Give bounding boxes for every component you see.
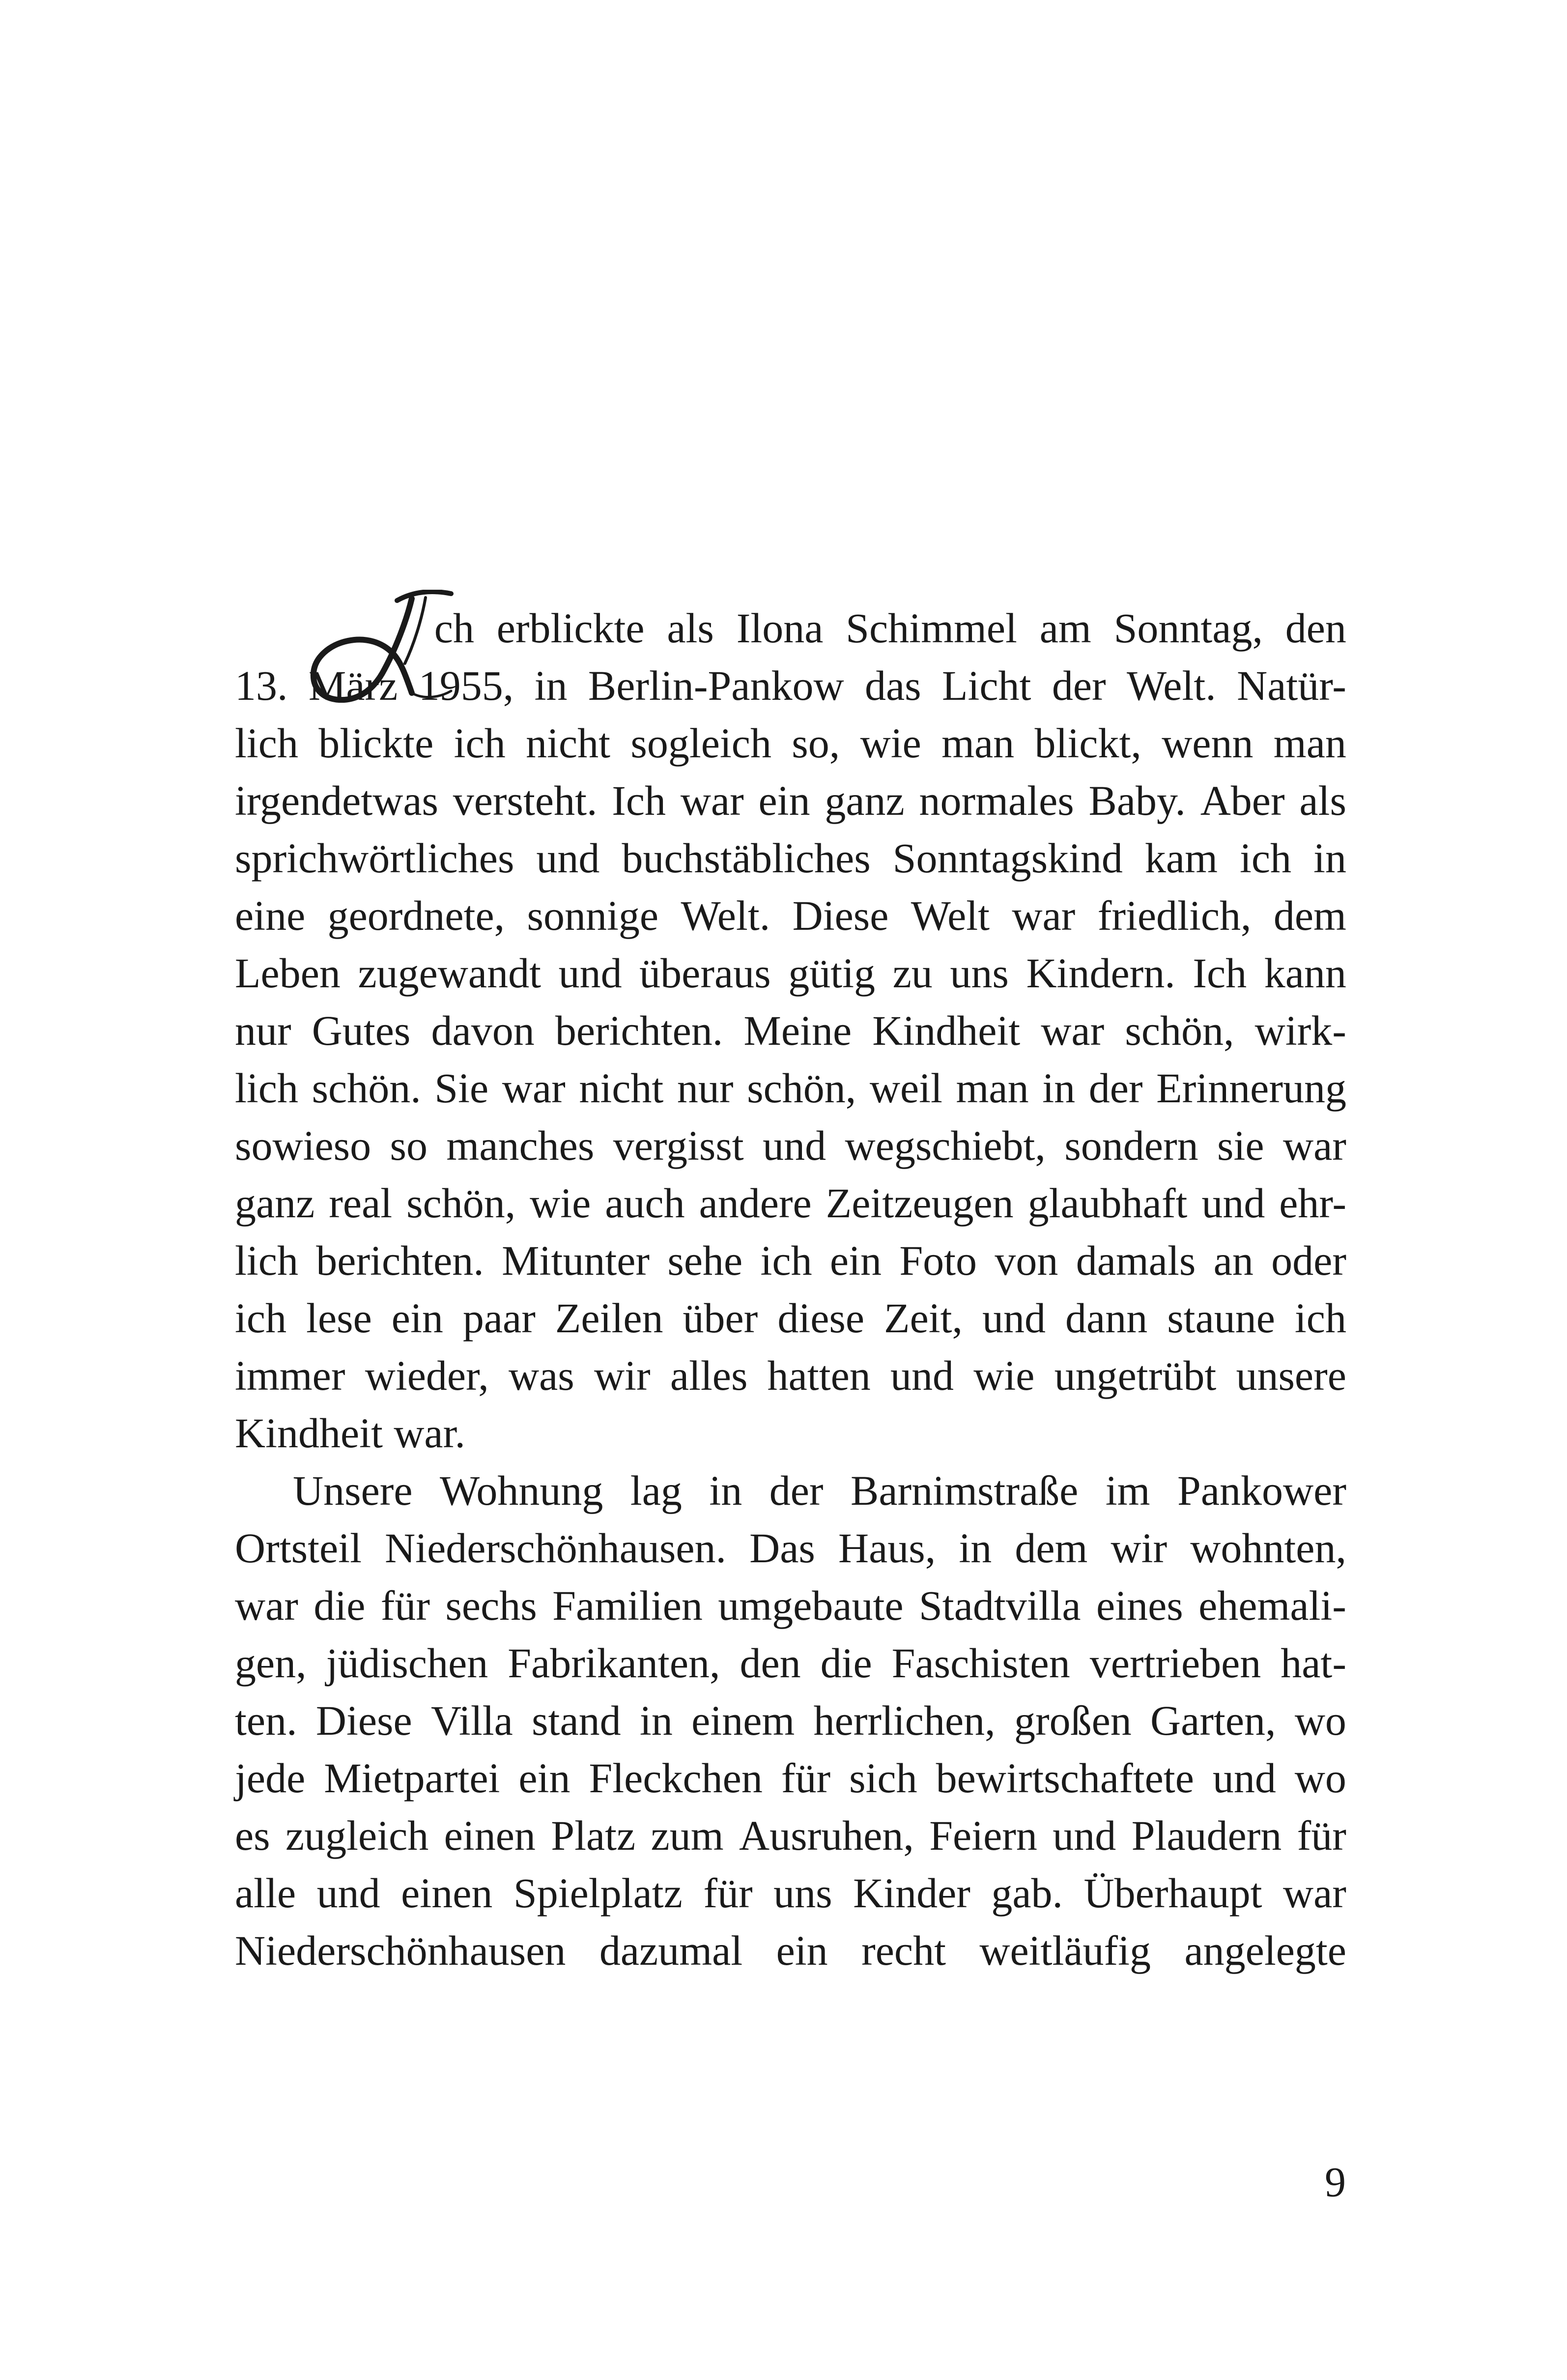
word: ungetrübt <box>1054 1352 1217 1399</box>
word: vergisst <box>613 1122 744 1169</box>
word: großen <box>1014 1697 1132 1744</box>
word: so, <box>792 719 840 767</box>
text-line <box>235 1347 1346 1405</box>
word: lich <box>235 1064 298 1112</box>
word: den <box>1285 604 1346 652</box>
word: erblickte <box>496 604 645 652</box>
word: normales <box>919 777 1074 824</box>
word: zu <box>892 949 933 997</box>
text-line <box>235 945 1346 1002</box>
word: Unsere <box>293 1467 413 1514</box>
word: 1955, <box>418 662 514 709</box>
word: Ich <box>612 777 666 824</box>
word: oder <box>1271 1237 1346 1284</box>
text-line <box>235 1520 1346 1577</box>
word: einen <box>401 1869 493 1917</box>
text-line <box>235 1117 1346 1175</box>
word: sich <box>849 1754 917 1802</box>
word: geordnete, <box>327 892 505 939</box>
word: Ortsteil <box>235 1524 362 1572</box>
word: am <box>1039 604 1091 652</box>
text-line <box>235 772 1346 830</box>
word: andere <box>699 1179 812 1227</box>
text-line <box>235 830 1346 887</box>
word: Sie <box>434 1064 489 1112</box>
word: die <box>313 1582 366 1629</box>
word: berichten. <box>316 1237 484 1284</box>
word: in <box>1313 834 1346 882</box>
word: war <box>1041 1007 1105 1054</box>
word: dem <box>1273 892 1346 939</box>
word: ein <box>776 1927 828 1974</box>
page-number: 9 <box>1325 2158 1346 2206</box>
word: sondern <box>1064 1122 1198 1169</box>
word: ehemali- <box>1198 1582 1346 1629</box>
word: Fleckchen <box>589 1754 763 1802</box>
word: Überhaupt <box>1083 1869 1262 1917</box>
word: wie <box>973 1352 1035 1399</box>
word: eines <box>1096 1582 1183 1629</box>
word: von <box>995 1237 1058 1284</box>
text-line <box>235 887 1346 945</box>
word: Faschisten <box>891 1639 1070 1687</box>
word: den <box>740 1639 801 1687</box>
word: berichten. <box>555 1007 723 1054</box>
text-line <box>235 1922 1346 1979</box>
word: uns <box>950 949 1009 997</box>
word: glaubhaft <box>1027 1179 1188 1227</box>
word: wo <box>1294 1754 1346 1802</box>
word: sonnige <box>527 892 659 939</box>
word: Kinder <box>853 1869 970 1917</box>
word: Schimmel <box>846 604 1017 652</box>
word: war <box>1283 1122 1346 1169</box>
word: es <box>235 1812 270 1859</box>
word: ein <box>391 1294 443 1342</box>
word: wir <box>1111 1524 1168 1572</box>
word: Diese <box>792 892 889 939</box>
word: war. <box>394 1409 465 1457</box>
word: das <box>864 662 921 709</box>
word: jüdischen <box>326 1639 488 1687</box>
word: angelegte <box>1184 1927 1346 1974</box>
word: und <box>558 949 622 997</box>
word: war <box>680 777 744 824</box>
text-line <box>235 1232 1346 1290</box>
word: Welt. <box>681 892 770 939</box>
drop-cap-ornament <box>309 590 471 703</box>
word: war <box>1012 892 1076 939</box>
word: ganz <box>235 1179 315 1227</box>
word: kann <box>1264 949 1346 997</box>
word: buchstäbliches <box>622 834 871 882</box>
word: ich <box>235 1294 287 1342</box>
word: ich <box>760 1237 812 1284</box>
word: Welt. <box>1127 662 1216 709</box>
word: wie <box>530 1179 591 1227</box>
word: weil <box>869 1064 942 1112</box>
word: vertrieben <box>1089 1639 1261 1687</box>
word: März <box>308 662 398 709</box>
word: ehr- <box>1279 1179 1346 1227</box>
word: nicht <box>579 1064 664 1112</box>
word: lich <box>235 1237 298 1284</box>
word: ganz <box>825 777 905 824</box>
word: Fabrikanten, <box>508 1639 720 1687</box>
word: der <box>1088 1064 1143 1112</box>
word: ten. <box>235 1697 297 1744</box>
word: sprichwörtliches <box>235 834 514 882</box>
word: wegschiebt, <box>845 1122 1046 1169</box>
word: Ich <box>1193 949 1247 997</box>
word: in <box>534 662 568 709</box>
word: und <box>890 1352 954 1399</box>
word: in <box>709 1467 742 1514</box>
text-line <box>235 1749 1346 1807</box>
word: Niederschönhausen <box>235 1927 566 1974</box>
word: umgebaute <box>718 1582 904 1629</box>
word: in <box>1042 1064 1076 1112</box>
word: ein <box>518 1754 570 1802</box>
word: sowieso <box>235 1122 371 1169</box>
word: unsere <box>1236 1352 1346 1399</box>
word: in <box>959 1524 992 1572</box>
word: Kindern. <box>1026 949 1175 997</box>
word: Welt <box>911 892 990 939</box>
word: dazumal <box>599 1927 743 1974</box>
word: jede <box>235 1754 306 1802</box>
word: über <box>683 1294 758 1342</box>
word: hat- <box>1281 1639 1346 1687</box>
word: zum <box>651 1812 724 1859</box>
text-line <box>235 1290 1346 1347</box>
word: schön. <box>312 1064 421 1112</box>
word: Aber <box>1200 777 1285 824</box>
word: diese <box>777 1294 865 1342</box>
word: Kindheit <box>872 1007 1021 1054</box>
word: sechs <box>445 1582 537 1629</box>
word: Erinnerung <box>1156 1064 1346 1112</box>
word: zugleich <box>285 1812 429 1859</box>
word: Zeilen <box>555 1294 663 1342</box>
word: Haus, <box>838 1524 936 1572</box>
word: und <box>316 1869 380 1917</box>
word: Niederschönhausen. <box>385 1524 727 1572</box>
text-line <box>235 1634 1346 1692</box>
word: Mietpartei <box>324 1754 500 1802</box>
word: für <box>1297 1812 1346 1859</box>
text-line <box>235 1692 1346 1749</box>
word: hatten <box>767 1352 871 1399</box>
word: man <box>1273 719 1346 767</box>
word: eine <box>235 892 306 939</box>
word: damals <box>1076 1237 1196 1284</box>
word: Stadtvilla <box>918 1582 1081 1629</box>
word: einem <box>691 1697 795 1744</box>
word: als <box>1299 777 1346 824</box>
word: stand <box>532 1697 621 1744</box>
word: dann <box>1065 1294 1148 1342</box>
word: ich <box>1294 1294 1346 1342</box>
text-line <box>235 1577 1346 1634</box>
word: schön, <box>406 1179 516 1227</box>
word: und <box>1053 1812 1116 1859</box>
word: lag <box>630 1467 682 1514</box>
word: und <box>982 1294 1046 1342</box>
word: blickt, <box>1034 719 1141 767</box>
word: friedlich, <box>1097 892 1252 939</box>
word: gütig <box>788 949 876 997</box>
word: schön, <box>747 1064 856 1112</box>
word: wie <box>860 719 921 767</box>
word: Barnimstraße <box>851 1467 1079 1514</box>
word: was <box>508 1352 574 1399</box>
word: Das <box>749 1524 815 1572</box>
word: Kindheit <box>235 1409 383 1457</box>
word: ich <box>1239 834 1292 882</box>
word: bewirtschaftete <box>936 1754 1194 1802</box>
word: dem <box>1015 1524 1088 1572</box>
word: Wohnung <box>440 1467 603 1514</box>
word: wo <box>1294 1697 1346 1744</box>
word: Spielplatz <box>513 1869 683 1917</box>
word: staune <box>1167 1294 1275 1342</box>
word: wirk- <box>1254 1007 1346 1054</box>
word: lese <box>306 1294 372 1342</box>
word: Foto <box>899 1237 977 1284</box>
word: gab. <box>991 1869 1063 1917</box>
word: wieder, <box>365 1352 489 1399</box>
word: auch <box>605 1179 685 1227</box>
word: für <box>781 1754 831 1802</box>
word: zugewandt <box>358 949 541 997</box>
text-line <box>235 715 1346 772</box>
word: real <box>329 1179 393 1227</box>
text-line <box>235 1002 1346 1060</box>
word: überaus <box>639 949 771 997</box>
word: ch <box>434 604 474 652</box>
word: ein <box>758 777 810 824</box>
word: Diese <box>315 1697 412 1744</box>
word: man <box>956 1064 1029 1112</box>
text-line <box>235 1405 1346 1462</box>
body-text <box>235 590 1346 1979</box>
word: herrlichen, <box>813 1697 996 1744</box>
text-line <box>235 1175 1346 1232</box>
word: alles <box>670 1352 748 1399</box>
word: ich <box>454 719 506 767</box>
word: irgendetwas <box>235 777 438 824</box>
word: und <box>536 834 600 882</box>
word: schön, <box>1125 1007 1234 1054</box>
word: uns <box>773 1869 832 1917</box>
word: immer <box>235 1352 345 1399</box>
word: davon <box>431 1007 535 1054</box>
word: und <box>763 1122 826 1169</box>
word: recht <box>861 1927 946 1974</box>
word: nicht <box>526 719 611 767</box>
word: wenn <box>1162 719 1254 767</box>
word: man <box>941 719 1015 767</box>
word: Berlin-Pankow <box>588 662 844 709</box>
word: versteht. <box>453 777 598 824</box>
word: sogleich <box>630 719 771 767</box>
word: Garten, <box>1150 1697 1276 1744</box>
word: Licht <box>941 662 1031 709</box>
word: Leben <box>235 949 341 997</box>
word: Plaudern <box>1131 1812 1282 1859</box>
word: war <box>1283 1869 1346 1917</box>
word: Sonntag, <box>1113 604 1263 652</box>
word: und <box>1212 1754 1276 1802</box>
word: lich <box>235 719 298 767</box>
word: und <box>1201 1179 1265 1227</box>
word: 13. <box>235 662 288 709</box>
word: Meine <box>743 1007 852 1054</box>
word: an <box>1213 1237 1254 1284</box>
word: paar <box>462 1294 536 1342</box>
word: nur <box>677 1064 734 1112</box>
text-line <box>235 1060 1346 1117</box>
word: wir <box>594 1352 651 1399</box>
word: war <box>502 1064 566 1112</box>
word: Platz <box>551 1812 636 1859</box>
word: Zeit, <box>884 1294 963 1342</box>
word: gen, <box>235 1639 307 1687</box>
word: in <box>639 1697 673 1744</box>
word: kam <box>1144 834 1218 882</box>
text-line <box>235 1864 1346 1922</box>
word: manches <box>446 1122 595 1169</box>
word: alle <box>235 1869 296 1917</box>
word: war <box>235 1582 298 1629</box>
word: für <box>703 1869 753 1917</box>
word: im <box>1105 1467 1150 1514</box>
word: der <box>1052 662 1106 709</box>
word: Gutes <box>312 1007 411 1054</box>
word: wohnten, <box>1190 1524 1346 1572</box>
word: der <box>769 1467 824 1514</box>
word: Familien <box>552 1582 703 1629</box>
word: Feiern <box>929 1812 1037 1859</box>
word: Pankower <box>1177 1467 1346 1514</box>
word: sehe <box>667 1237 743 1284</box>
word: die <box>820 1639 872 1687</box>
word: Sonntagskind <box>892 834 1123 882</box>
text-line <box>235 1462 1346 1520</box>
word: ein <box>829 1237 882 1284</box>
word: Baby. <box>1088 777 1186 824</box>
word: Zeitzeugen <box>826 1179 1014 1227</box>
text-line <box>235 1807 1346 1864</box>
word: einen <box>444 1812 536 1859</box>
word: als <box>667 604 714 652</box>
word: Ausruhen, <box>739 1812 914 1859</box>
word: so <box>390 1122 427 1169</box>
word: sie <box>1217 1122 1264 1169</box>
word: weitläufig <box>979 1927 1151 1974</box>
word: Villa <box>430 1697 513 1744</box>
word: Natür- <box>1237 662 1346 709</box>
word: für <box>380 1582 430 1629</box>
word: Ilona <box>736 604 824 652</box>
word: Mitunter <box>502 1237 650 1284</box>
word: blickte <box>318 719 434 767</box>
word: nur <box>235 1007 291 1054</box>
